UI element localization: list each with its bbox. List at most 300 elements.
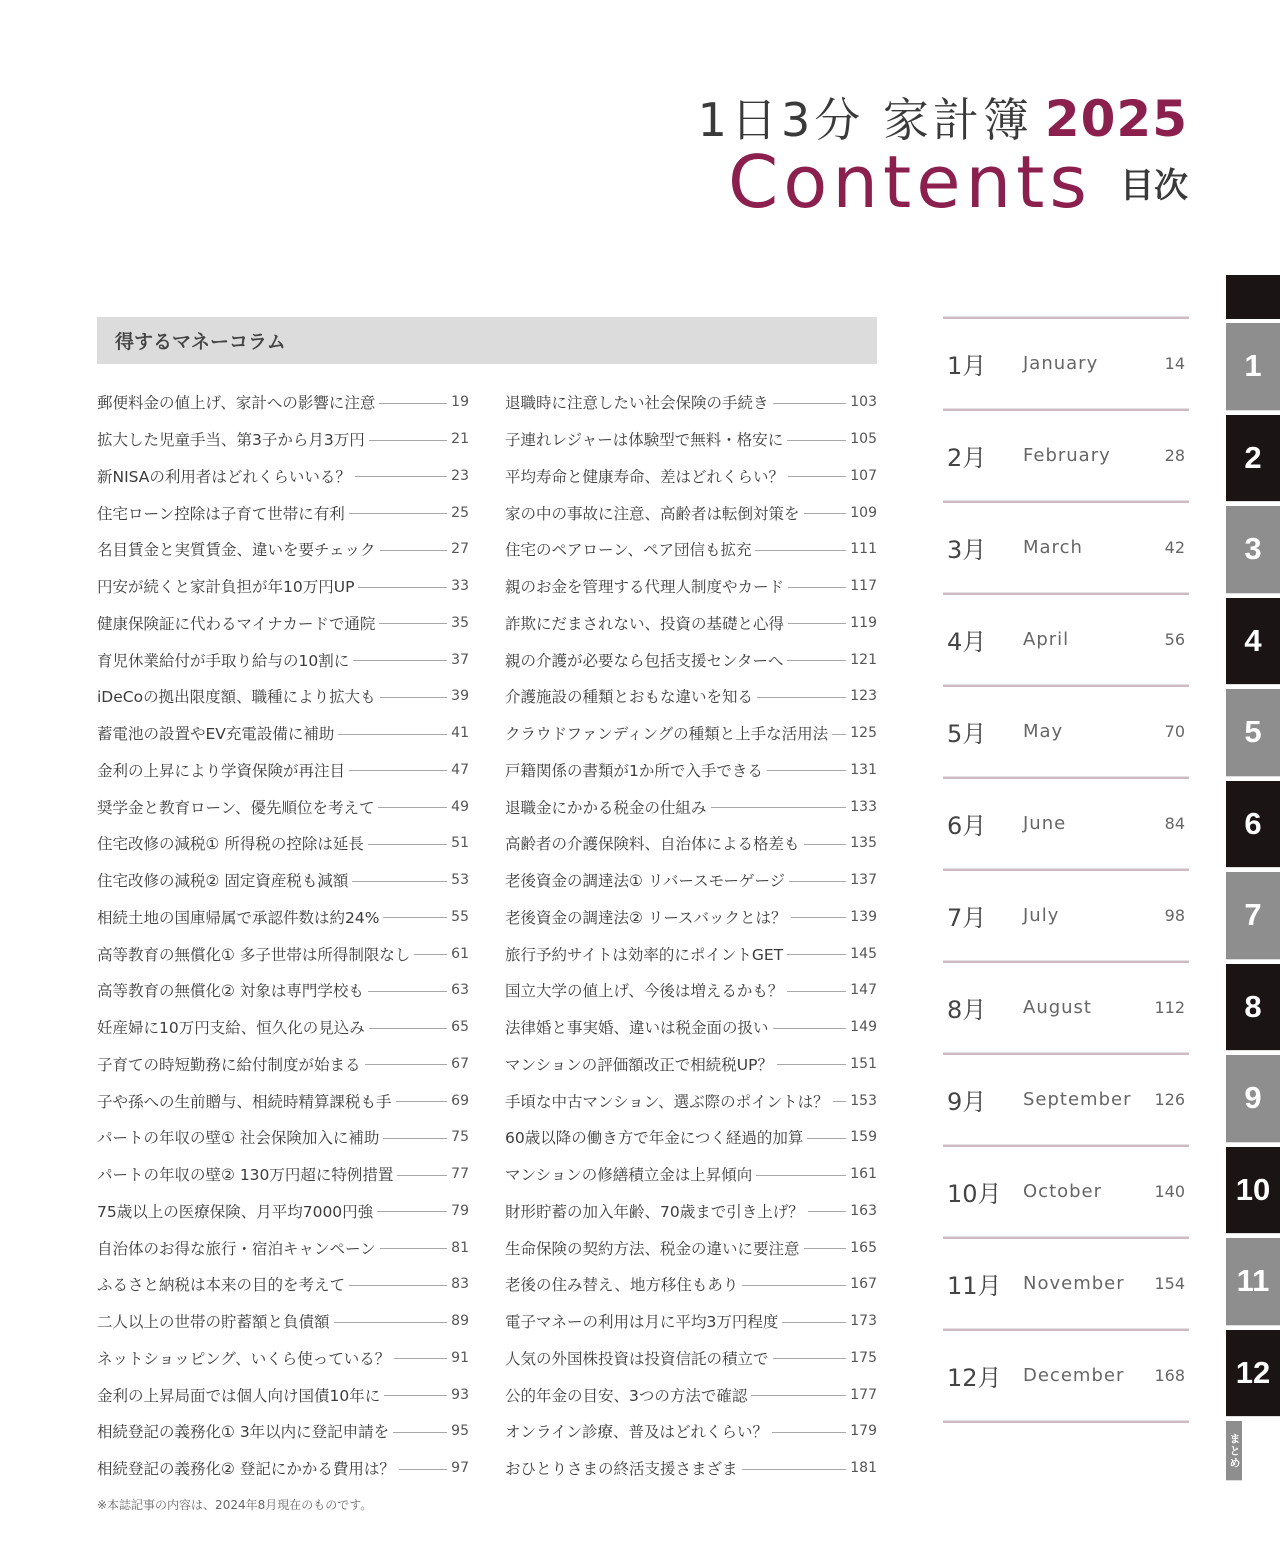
leader-line <box>365 1064 448 1065</box>
toc-entry <box>97 1266 469 1303</box>
toc-entry <box>97 1156 469 1193</box>
toc-entry-title: 親のお金を管理する代理人制度やカード <box>505 578 785 597</box>
leader-line <box>791 917 847 918</box>
toc-entry <box>505 1340 877 1377</box>
toc-entry-page: 149 <box>850 1019 877 1036</box>
month-row <box>943 963 1189 1052</box>
toc-entry <box>505 752 877 789</box>
toc-entry <box>97 1340 469 1377</box>
toc-entry-title: 退職時に注意したい社会保険の手続き <box>505 394 769 413</box>
toc-entry-page: 151 <box>850 1055 877 1072</box>
toc-entry <box>97 458 469 495</box>
month-jp: 3月 <box>947 536 987 564</box>
toc-entry-title: 老後の住み替え、地方移住もあり <box>505 1276 739 1295</box>
leader-line <box>369 440 447 441</box>
toc-entry <box>97 899 469 936</box>
section-heading: 得するマネーコラム <box>97 317 877 364</box>
toc-entry-page: 63 <box>451 982 469 999</box>
leader-line <box>368 991 447 992</box>
month-en: March <box>1023 537 1083 558</box>
toc-entry-title: 生命保険の契約方法、税金の違いに要注意 <box>505 1239 800 1258</box>
leader-line <box>782 1322 846 1323</box>
toc-entry-title: 相続土地の国庫帰属で承認件数は約24% <box>97 908 380 927</box>
toc-entry-title: マンションの修繕積立金は上昇傾向 <box>505 1166 753 1185</box>
toc-entry-title: パートの年収の壁① 社会保険加入に補助 <box>97 1129 380 1148</box>
leader-line <box>788 587 846 588</box>
toc-entry-title: 財形貯蓄の加入年齢、70歳まで引き上げ？ <box>505 1202 804 1221</box>
month-en: June <box>1023 813 1067 834</box>
leader-line <box>394 1358 447 1359</box>
leader-line <box>742 1285 846 1286</box>
month-tab-4[interactable]: 4 <box>1226 594 1280 686</box>
leader-line <box>380 550 448 551</box>
toc-entry <box>97 494 469 531</box>
toc-entry-title: 相続登記の義務化① 3年以内に登記申請を <box>97 1423 390 1442</box>
toc-entry-title: 介護施設の種類とおもな違いを知る <box>505 688 754 707</box>
month-jp: 1月 <box>947 352 987 380</box>
month-tab-8[interactable]: 8 <box>1226 960 1280 1052</box>
month-page: 126 <box>1154 1090 1185 1109</box>
month-page: 98 <box>1164 906 1185 925</box>
toc-entry <box>505 678 877 715</box>
month-jp: 8月 <box>947 996 987 1024</box>
month-page: 14 <box>1164 354 1185 373</box>
toc-entry <box>97 605 469 642</box>
leader-line <box>773 1358 847 1359</box>
toc-entry-title: 60歳以降の働き方で年金につく経過的加算 <box>505 1129 804 1148</box>
toc-entry-title: 家の中の事故に注意、高齢者は転倒対策を <box>505 504 800 523</box>
toc-entry-title: 国立大学の値上げ、今後は増えるかも？ <box>505 982 784 1001</box>
leader-line <box>399 1469 447 1470</box>
toc-entry <box>505 568 877 605</box>
toc-entry <box>505 1082 877 1119</box>
month-en: February <box>1023 445 1111 466</box>
leader-line <box>379 623 447 624</box>
leader-line <box>756 1175 846 1176</box>
toc-entry-page: 27 <box>451 541 469 558</box>
month-row <box>943 503 1189 592</box>
toc-entry-page: 91 <box>451 1349 469 1366</box>
leader-line <box>787 991 846 992</box>
leader-line <box>789 881 846 882</box>
toc-entry-title: オンライン診療、普及はどれくらい？ <box>505 1423 769 1442</box>
toc-entry <box>97 935 469 972</box>
toc-entry-title: 人気の外国株投資は投資信託の積立で <box>505 1349 769 1368</box>
toc-entry-page: 33 <box>451 578 469 595</box>
leader-line <box>788 476 846 477</box>
month-en: December <box>1023 1365 1125 1386</box>
month-row <box>943 595 1189 684</box>
month-page: 168 <box>1154 1366 1185 1385</box>
month-jp: 5月 <box>947 720 987 748</box>
month-tab-5[interactable]: 5 <box>1226 685 1280 777</box>
leader-line <box>751 1395 846 1396</box>
leader-line <box>349 513 447 514</box>
toc-entry-page: 77 <box>451 1166 469 1183</box>
leader-line <box>353 660 447 661</box>
toc-entry-title: 新NISAの利用者はどれくらいいる？ <box>97 467 351 486</box>
month-en: September <box>1023 1089 1132 1110</box>
leader-line <box>369 1028 447 1029</box>
toc-entry-title: ネットショッピング、いくら使っている？ <box>97 1349 391 1368</box>
toc-entry-page: 95 <box>451 1423 469 1440</box>
toc-entry-page: 131 <box>850 761 877 778</box>
leader-line <box>349 1285 447 1286</box>
toc-entry <box>505 1450 877 1487</box>
month-jp: 7月 <box>947 904 987 932</box>
leader-line <box>832 734 846 735</box>
month-jp: 6月 <box>947 812 987 840</box>
toc-entry-page: 165 <box>850 1239 877 1256</box>
toc-entry-title: おひとりさまの終活支援さまざま <box>505 1460 738 1479</box>
month-row <box>943 411 1189 500</box>
footnote: ※本誌記事の内容は、2024年8月現在のものです。 <box>97 1498 373 1512</box>
mokuji-label: 目次 <box>1120 165 1188 206</box>
toc-entry <box>97 678 469 715</box>
toc-entry-page: 41 <box>451 725 469 742</box>
toc-entry-page: 19 <box>451 394 469 411</box>
toc-entry-title: 親の介護が必要なら包括支援センターへ <box>505 651 784 670</box>
toc-entry <box>97 531 469 568</box>
month-tab-9[interactable]: 9 <box>1226 1051 1280 1143</box>
month-page: 42 <box>1164 538 1185 557</box>
month-tab-3[interactable]: 3 <box>1226 502 1280 594</box>
toc-entry-title: クラウドファンディングの種類と上手な活用法 <box>505 725 829 744</box>
month-tab-12[interactable]: 12 <box>1226 1326 1280 1418</box>
toc-entry-page: 81 <box>451 1239 469 1256</box>
toc-entry-title: 金利の上昇局面では個人向け国債10年に <box>97 1386 381 1405</box>
toc-entry-title: 公的年金の目安、3つの方法で確認 <box>505 1386 748 1405</box>
column-right <box>505 384 877 1487</box>
month-row <box>943 1055 1189 1144</box>
toc-entry <box>505 862 877 899</box>
toc-entry-page: 75 <box>451 1129 469 1146</box>
tab-cap <box>1226 275 1280 319</box>
leader-line <box>807 1138 846 1139</box>
toc-entry-page: 175 <box>850 1349 877 1366</box>
toc-entry-title: マンションの評価額改正で相続税UP？ <box>505 1055 773 1074</box>
leader-line <box>377 1211 447 1212</box>
month-row <box>943 1331 1189 1420</box>
month-tab-2[interactable]: 2 <box>1226 411 1280 503</box>
toc-entry-page: 35 <box>451 614 469 631</box>
month-page: 84 <box>1164 814 1185 833</box>
leader-line <box>383 917 447 918</box>
toc-entry-title: 住宅のペアローン、ペア団信も拡充 <box>505 541 752 560</box>
leader-line <box>757 697 846 698</box>
toc-entry <box>505 935 877 972</box>
toc-entry-page: 89 <box>451 1313 469 1330</box>
leader-line <box>380 1248 447 1249</box>
leader-line <box>773 403 847 404</box>
month-row <box>943 779 1189 868</box>
leader-line <box>378 807 447 808</box>
leader-line <box>338 734 447 735</box>
toc-entry-title: 手頃な中古マンション、選ぶ際のポイントは？ <box>505 1092 829 1111</box>
leader-line <box>334 1322 448 1323</box>
toc-entry-page: 107 <box>850 467 877 484</box>
month-jp: 9月 <box>947 1088 987 1116</box>
toc-entry-title: 育児休業給付が手取り給与の10割に <box>97 651 350 670</box>
toc-entry <box>505 641 877 678</box>
toc-entry-title: 高等教育の無償化① 多子世帯は所得制限なし <box>97 945 411 964</box>
toc-entry-title: 高齢者の介護保険料、自治体による格差も <box>505 835 800 854</box>
toc-entry-page: 137 <box>850 872 877 889</box>
toc-entry-page: 119 <box>850 614 877 631</box>
toc-entry <box>505 531 877 568</box>
leader-line <box>804 1248 847 1249</box>
toc-entry-page: 67 <box>451 1055 469 1072</box>
toc-entry <box>97 1413 469 1450</box>
leader-line <box>414 954 447 955</box>
toc-entry-title: 子連れレジャーは体験型で無料・格安に <box>505 431 784 450</box>
toc-entry-page: 25 <box>451 504 469 521</box>
contents-word: Contents <box>728 140 1092 224</box>
toc-entry-title: 旅行予約サイトは効率的にポイントGET <box>505 945 784 964</box>
month-jp: 2月 <box>947 444 987 472</box>
toc-entry-title: 電子マネーの利用は月に平均3万円程度 <box>505 1313 779 1332</box>
leader-line <box>808 1211 847 1212</box>
leader-line <box>393 1432 447 1433</box>
toc-entry-title: 詐欺にだまされない、投資の基礎と心得 <box>505 614 785 633</box>
leader-line <box>711 807 847 808</box>
toc-entry-page: 125 <box>850 725 877 742</box>
toc-entry-title: 子や孫への生前贈与、相続時精算課税も手 <box>97 1092 392 1111</box>
month-page: 154 <box>1154 1274 1185 1293</box>
leader-line <box>397 1175 447 1176</box>
toc-entry <box>505 384 877 421</box>
toc-entry-page: 163 <box>850 1202 877 1219</box>
month-tab-7[interactable]: 7 <box>1226 868 1280 960</box>
leader-line <box>804 844 847 845</box>
toc-entry-title: 75歳以上の医療保険、月平均7000円強 <box>97 1202 374 1221</box>
toc-entry-page: 123 <box>850 688 877 705</box>
toc-entry-page: 103 <box>850 394 877 411</box>
toc-entry <box>505 1229 877 1266</box>
toc-entry-title: 退職金にかかる税金の仕組み <box>505 798 707 817</box>
month-row <box>943 1239 1189 1328</box>
contents-heading <box>728 140 1188 224</box>
toc-entry-page: 65 <box>451 1019 469 1036</box>
leader-line <box>358 587 447 588</box>
toc-entry-page: 179 <box>850 1423 877 1440</box>
toc-entry-page: 51 <box>451 835 469 852</box>
toc-entry-title: 奨学金と教育ローン、優先順位を考えて <box>97 798 375 817</box>
toc-entry-page: 109 <box>850 504 877 521</box>
month-en: April <box>1023 629 1070 650</box>
toc-entry-title: 郵便料金の値上げ、家計への影響に注意 <box>97 394 376 413</box>
toc-entry <box>505 1009 877 1046</box>
toc-entry <box>97 1046 469 1083</box>
toc-entry-page: 39 <box>451 688 469 705</box>
leader-line <box>804 513 847 514</box>
month-en: August <box>1023 997 1092 1018</box>
book-year: 2025 <box>1044 90 1188 148</box>
toc-entry <box>97 384 469 421</box>
month-tab-10[interactable]: 10 <box>1226 1143 1280 1235</box>
month-divider <box>943 1420 1189 1423</box>
toc-entry-title: 蓄電池の設置やEV充電設備に補助 <box>97 725 335 744</box>
toc-entry-page: 161 <box>850 1166 877 1183</box>
month-row <box>943 871 1189 960</box>
month-jp: 12月 <box>947 1364 1002 1392</box>
toc-entry <box>505 1046 877 1083</box>
toc-entry-title: 高等教育の無償化② 対象は専門学校も <box>97 982 364 1001</box>
toc-entry-title: 住宅改修の減税② 固定資産税も減額 <box>97 872 349 891</box>
toc-entry-title: 老後資金の調達法② リースバックとは？ <box>505 908 787 927</box>
toc-entry <box>97 1229 469 1266</box>
toc-entry <box>505 494 877 531</box>
month-row <box>943 319 1189 408</box>
toc-entry <box>505 825 877 862</box>
toc-entry-title: 拡大した児童手当、第3子から月3万円 <box>97 431 365 450</box>
toc-entry <box>97 1009 469 1046</box>
toc-entry-title: 自治体のお得な旅行・宿泊キャンペーン <box>97 1239 376 1258</box>
toc-entry-page: 133 <box>850 798 877 815</box>
toc-entry-page: 97 <box>451 1460 469 1477</box>
month-index <box>943 316 1189 1423</box>
toc-entry-title: 戸籍関係の書類が1か所で入手できる <box>505 761 763 780</box>
toc-entry <box>97 752 469 789</box>
toc-entry-title: 円安が続くと家計負担が年10万円UP <box>97 578 355 597</box>
leader-line <box>383 1138 447 1139</box>
toc-entry <box>97 1376 469 1413</box>
toc-entry-page: 21 <box>451 431 469 448</box>
toc-entry-page: 159 <box>850 1129 877 1146</box>
month-tab-11[interactable]: 11 <box>1226 1234 1280 1326</box>
column-left <box>97 384 469 1487</box>
month-page: 70 <box>1164 722 1185 741</box>
toc-entry <box>97 715 469 752</box>
toc-entry <box>505 1303 877 1340</box>
toc-entry-page: 145 <box>850 945 877 962</box>
month-tab-1[interactable]: 1 <box>1226 319 1280 411</box>
toc-entry <box>505 1266 877 1303</box>
leader-line <box>833 1101 847 1102</box>
leader-line <box>349 770 447 771</box>
month-tab-6[interactable]: 6 <box>1226 777 1280 869</box>
toc-entry <box>97 1450 469 1487</box>
toc-entry <box>97 1193 469 1230</box>
toc-entry <box>505 1376 877 1413</box>
toc-entry-page: 37 <box>451 651 469 668</box>
toc-entry <box>505 899 877 936</box>
month-page: 56 <box>1164 630 1185 649</box>
month-en: January <box>1023 353 1099 374</box>
toc-entry-page: 153 <box>850 1092 877 1109</box>
toc-entry <box>97 825 469 862</box>
toc-entry <box>505 715 877 752</box>
toc-entry <box>505 1193 877 1230</box>
toc-entry-page: 105 <box>850 431 877 448</box>
toc-entry-page: 83 <box>451 1276 469 1293</box>
toc-entry <box>505 1156 877 1193</box>
toc-entry-title: iDeCoの拠出限度額、職種により拡大も <box>97 688 376 707</box>
leader-line <box>384 1395 447 1396</box>
leader-line <box>352 881 447 882</box>
toc-entry <box>97 1082 469 1119</box>
toc-entry-page: 167 <box>850 1276 877 1293</box>
month-row <box>943 687 1189 776</box>
toc-entry <box>97 1119 469 1156</box>
month-jp: 11月 <box>947 1272 1002 1300</box>
toc-entry-title: 住宅改修の減税① 所得税の控除は延長 <box>97 835 364 854</box>
toc-entry <box>505 972 877 1009</box>
leader-line <box>767 770 846 771</box>
toc-entry-title: 平均寿命と健康寿命、差はどれくらい？ <box>505 467 785 486</box>
leader-line <box>379 403 447 404</box>
month-page: 112 <box>1154 998 1185 1017</box>
toc-entry <box>505 458 877 495</box>
toc-entry <box>505 788 877 825</box>
toc-entry-page: 177 <box>850 1386 877 1403</box>
toc-entry-page: 61 <box>451 945 469 962</box>
toc-entry-page: 121 <box>850 651 877 668</box>
toc-entry-page: 139 <box>850 908 877 925</box>
month-row <box>943 1147 1189 1236</box>
month-jp: 10月 <box>947 1180 1002 1208</box>
toc-entry-title: 子育ての時短勤務に給付制度が始まる <box>97 1055 361 1074</box>
month-en: May <box>1023 721 1064 742</box>
toc-entry <box>97 421 469 458</box>
toc-entry-page: 47 <box>451 761 469 778</box>
toc-entry-page: 49 <box>451 798 469 815</box>
leader-line <box>787 440 846 441</box>
toc-entry <box>505 1413 877 1450</box>
toc-entry-page: 173 <box>850 1313 877 1330</box>
toc-entry-title: パートの年収の壁② 130万円超に特例措置 <box>97 1166 394 1185</box>
toc-entry <box>505 421 877 458</box>
toc-entry <box>97 568 469 605</box>
leader-line <box>755 550 846 551</box>
toc-entry-page: 135 <box>850 835 877 852</box>
summary-tab[interactable]: まとめ <box>1226 1417 1242 1481</box>
toc-entry <box>97 972 469 1009</box>
month-page: 28 <box>1164 446 1185 465</box>
toc-entry-title: 二人以上の世帯の貯蓄額と負債額 <box>97 1313 330 1332</box>
leader-line <box>772 1432 846 1433</box>
toc-entry <box>505 1119 877 1156</box>
toc-entry-title: 健康保険証に代わるマイナカードで通院 <box>97 614 376 633</box>
month-en: October <box>1023 1181 1103 1202</box>
toc-entry-title: 名目賃金と実質賃金、違いを要チェック <box>97 541 376 560</box>
toc-entry-page: 69 <box>451 1092 469 1109</box>
toc-entry <box>505 605 877 642</box>
toc-entry-page: 111 <box>850 541 877 558</box>
leader-line <box>380 697 448 698</box>
toc-entry-page: 79 <box>451 1202 469 1219</box>
toc-entry-page: 181 <box>850 1460 877 1477</box>
toc-entry-title: 住宅ローン控除は子育て世帯に有利 <box>97 504 345 523</box>
leader-line <box>777 1064 846 1065</box>
leader-line <box>773 1028 847 1029</box>
toc-entry-title: 金利の上昇により学資保険が再注目 <box>97 761 346 780</box>
toc-entry <box>97 788 469 825</box>
toc-entry-page: 53 <box>451 872 469 889</box>
toc-entry <box>97 862 469 899</box>
leader-line <box>787 660 846 661</box>
toc-entry-page: 93 <box>451 1386 469 1403</box>
leader-line <box>355 476 447 477</box>
month-en: July <box>1023 905 1060 926</box>
toc-entry <box>97 641 469 678</box>
month-jp: 4月 <box>947 628 987 656</box>
leader-line <box>787 954 846 955</box>
toc-entry-page: 147 <box>850 982 877 999</box>
month-tabs <box>1226 275 1280 1481</box>
toc-entry-title: 老後資金の調達法① リバースモーゲージ <box>505 872 786 891</box>
toc-entry-page: 55 <box>451 908 469 925</box>
